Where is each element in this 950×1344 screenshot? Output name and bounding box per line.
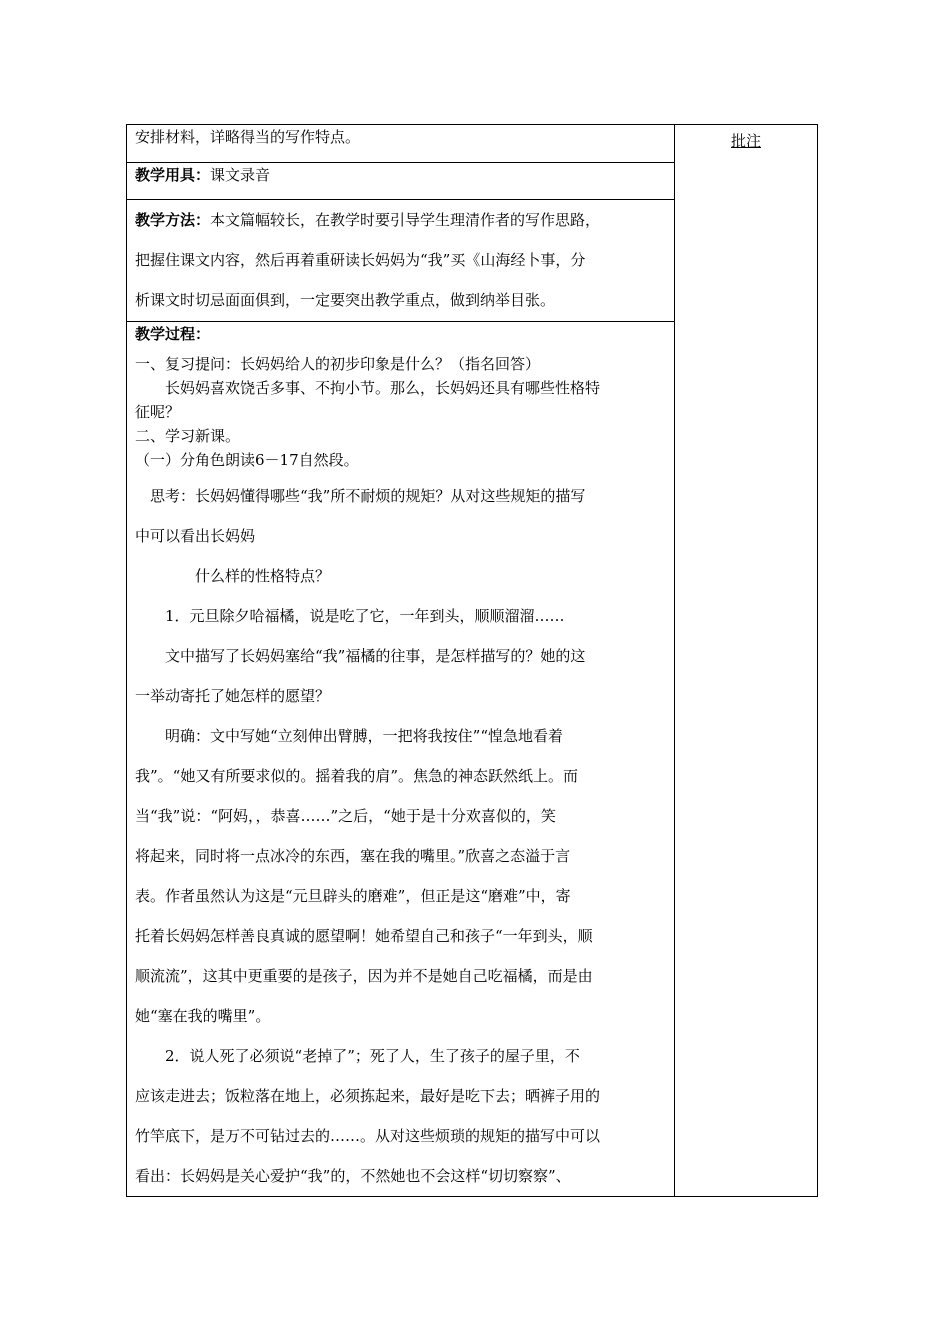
annotation-label: 批注 <box>730 132 761 150</box>
process-cell <box>127 322 675 1197</box>
process-paragraph: 二、学习新课。 <box>135 427 241 445</box>
objective-cell <box>127 125 675 163</box>
methods-line: 本文篇幅较长，在教学时要引导学生理清作者的写作思路， <box>210 211 601 229</box>
methods-line: 析课文时切忌面面俱到，一定要突出教学重点，做到纳举目张。 <box>135 291 556 309</box>
lesson-plan-table <box>126 124 818 1197</box>
tools-cell <box>127 163 675 200</box>
annotation-column <box>675 125 818 1197</box>
question-paragraph: 一举动寄托了她怎样的愿望？ <box>135 687 331 705</box>
answer-paragraph: 明确：文中写她“立刻伸出臂膊，一把将我按住”“惶急地看着 <box>165 727 564 745</box>
answer-paragraph: 托着长妈妈怎样善良真诚的愿望啊！她希望自己和孩子“一年到头，顺 <box>135 927 593 945</box>
think-paragraph: 中可以看出长妈妈 <box>135 527 256 545</box>
item-paragraph: 看出：长妈妈是关心爱护“我”的，不然她也不会这样“切切察察”、 <box>135 1167 571 1185</box>
methods-cell <box>127 200 675 322</box>
answer-paragraph: 她“塞在我的嘴里”。 <box>135 1007 271 1025</box>
think-paragraph: 什么样的性格特点？ <box>195 567 331 585</box>
item-paragraph: 竹竿底下，是万不可钻过去的……。从对这些烦琐的规矩的描写中可以 <box>135 1127 601 1145</box>
methods-line: 把握住课文内容，然后再着重研读长妈妈为“我”买《山海经卜事，分 <box>135 251 586 269</box>
item-paragraph: 1．元旦除夕哈福橘，说是吃了它，一年到头，顺顺溜溜…… <box>165 607 565 625</box>
answer-paragraph: 当“我”说：“阿妈，，恭喜……”之后，“她于是十分欢喜似的，笑 <box>135 807 556 825</box>
answer-paragraph: 表。作者虽然认为这是“元旦辟头的磨难”，但正是这“磨难”中，寄 <box>135 887 571 905</box>
table-row <box>127 125 818 163</box>
tools-value: 课文录音 <box>210 166 271 184</box>
process-label: 教学过程： <box>135 325 211 343</box>
answer-paragraph: 顺流流”，这其中更重要的是孩子，因为并不是她自己吃福橘，而是由 <box>135 967 593 985</box>
answer-paragraph: 我”。“她又有所要求似的。摇着我的肩”。焦急的神态跃然纸上。而 <box>135 767 579 785</box>
item-paragraph: 2．说人死了必须说“老掉了”；死了人，生了孩子的屋子里，不 <box>165 1047 580 1065</box>
objective-text: 安排材料，详略得当的写作特点。 <box>135 128 361 146</box>
process-paragraph: 征呢？ <box>135 403 181 421</box>
item-paragraph: 应该走进去；饭粒落在地上，必须拣起来，最好是吃下去；晒裤子用的 <box>135 1087 601 1105</box>
answer-paragraph: 将起来，同时将一点冰冷的东西，塞在我的嘴里。”欣喜之态溢于言 <box>135 847 571 865</box>
methods-label: 教学方法： <box>135 211 211 229</box>
process-paragraph: 长妈妈喜欢饶舌多事、不拘小节。那么，长妈妈还具有哪些性格特 <box>165 379 601 397</box>
process-paragraph: 一、复习提问：长妈妈给人的初步印象是什么？（指名回答） <box>135 355 541 373</box>
question-paragraph: 文中描写了长妈妈塞给“我”福橘的往事，是怎样描写的？她的这 <box>165 647 586 665</box>
tools-label: 教学用具： <box>135 166 211 184</box>
think-paragraph: 思考：长妈妈懂得哪些“我”所不耐烦的规矩？从对这些规矩的描写 <box>150 487 586 505</box>
process-paragraph: （一）分角色朗读6－17自然段。 <box>135 451 359 469</box>
